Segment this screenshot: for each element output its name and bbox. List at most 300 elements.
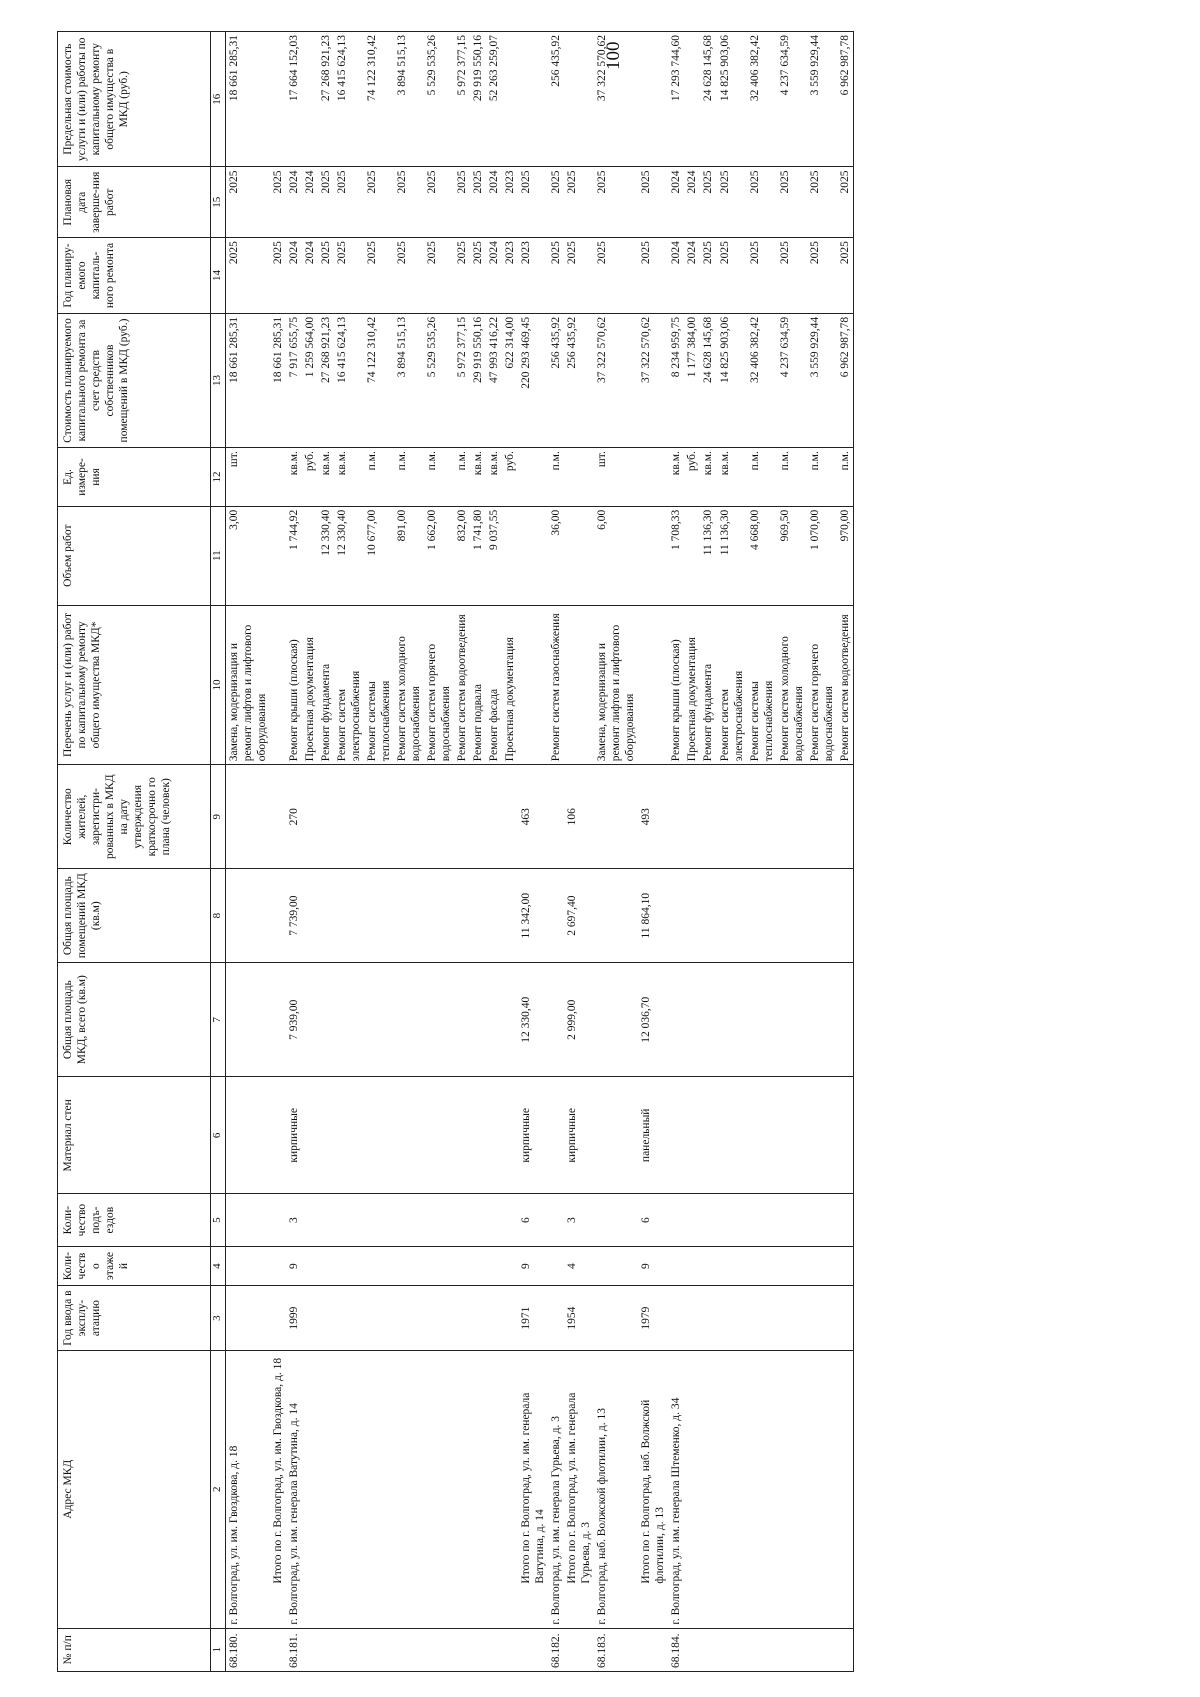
commission-year-cell — [700, 1286, 716, 1351]
wall-material-cell — [548, 1077, 564, 1194]
completion-date-cell: 2023 — [502, 167, 518, 238]
residents-cell — [318, 765, 334, 869]
column-header: Общая площадь помещений МКД (кв.м) — [58, 869, 211, 963]
max-cost-cell: 4 237 634,59 — [777, 32, 807, 167]
table-row — [668, 32, 684, 1672]
column-header: Материал стен — [58, 1077, 211, 1194]
commission-year-cell: 1999 — [286, 1286, 302, 1351]
work-type-cell: Замена, модернизация и ремонт лифтов и лифтового оборудования — [226, 605, 271, 765]
column-header: Коли-чество подъ-ездов — [58, 1194, 211, 1247]
column-number: 15 — [211, 167, 226, 238]
commission-year-cell — [318, 1286, 334, 1351]
work-volume-cell: 12 330,40 — [318, 506, 334, 605]
completion-date-cell: 2025 — [470, 167, 486, 238]
residents-cell — [668, 765, 684, 869]
completion-date-cell: 2025 — [334, 167, 364, 238]
work-volume-cell: 9 037,55 — [486, 506, 502, 605]
work-volume-cell: 6,00 — [594, 506, 638, 605]
entrances-cell — [717, 1194, 747, 1247]
rotated-page — [57, 31, 1155, 1672]
entrances-cell — [807, 1194, 837, 1247]
premises-area-cell — [717, 869, 747, 963]
total-area-cell: 7 939,00 — [286, 963, 302, 1077]
row-number — [394, 1628, 424, 1671]
max-cost-cell: 256 435,92 — [548, 32, 564, 167]
address-cell: г. Волгоград, ул. им. генерала Штеменко, д. 34 — [668, 1350, 684, 1628]
wall-material-cell — [454, 1077, 470, 1194]
planned-year-cell: 2025 — [807, 238, 837, 314]
commission-year-cell — [424, 1286, 454, 1351]
completion-date-cell: 2025 — [777, 167, 807, 238]
total-area-cell — [668, 963, 684, 1077]
table-row — [424, 32, 454, 1672]
work-volume-cell — [638, 506, 668, 605]
column-header: Количество жителей, зарегистри-рованных в МКД на дату утверждения краткосрочно го плана (человек) — [58, 765, 211, 869]
unit-cell — [638, 448, 668, 507]
planned-cost-cell: 220 293 469,45 — [518, 313, 548, 447]
work-type-cell: Ремонт систем водоотведения — [837, 605, 854, 765]
row-number — [717, 1628, 747, 1671]
max-cost-cell: 24 628 145,68 — [700, 32, 716, 167]
address-cell: г. Волгоград, ул. им. генерала Гурьева, д. 3 — [548, 1350, 564, 1628]
commission-year-cell: 1979 — [638, 1286, 668, 1351]
table-row — [364, 32, 394, 1672]
floors-cell — [394, 1246, 424, 1285]
column-number: 1 — [211, 1628, 226, 1671]
floors-cell — [364, 1246, 394, 1285]
max-cost-cell: 29 919 550,16 — [470, 32, 486, 167]
total-area-cell — [684, 963, 700, 1077]
header-row — [58, 32, 211, 1672]
planned-year-cell: 2024 — [486, 238, 502, 314]
address-cell — [684, 1350, 700, 1628]
table-row — [594, 32, 638, 1672]
floors-cell — [470, 1246, 486, 1285]
work-volume-cell: 10 677,00 — [364, 506, 394, 605]
completion-date-cell: 2025 — [548, 167, 564, 238]
floors-cell — [807, 1246, 837, 1285]
table-row — [807, 32, 837, 1672]
work-volume-cell: 3,00 — [226, 506, 271, 605]
max-cost-cell — [502, 32, 518, 167]
row-number — [364, 1628, 394, 1671]
planned-year-cell: 2025 — [564, 238, 594, 314]
work-volume-cell: 4 668,00 — [747, 506, 777, 605]
floors-cell — [270, 1246, 286, 1285]
column-number: 2 — [211, 1350, 226, 1628]
work-type-cell — [638, 605, 668, 765]
work-volume-cell: 832,00 — [454, 506, 470, 605]
premises-area-cell — [318, 869, 334, 963]
planned-year-cell: 2025 — [270, 238, 286, 314]
wall-material-cell — [470, 1077, 486, 1194]
address-cell: г. Волгоград, ул. им. генерала Ватутина, д. 14 — [286, 1350, 302, 1628]
planned-year-cell: 2024 — [302, 238, 318, 314]
table-row — [318, 32, 334, 1672]
entrances-cell — [777, 1194, 807, 1247]
planned-cost-cell: 74 122 310,42 — [364, 313, 394, 447]
planned-cost-cell: 8 234 959,75 — [668, 313, 684, 447]
row-number: 68.181. — [286, 1628, 302, 1671]
work-type-cell: Проектная документация — [502, 605, 518, 765]
total-area-cell — [470, 963, 486, 1077]
address-cell — [777, 1350, 807, 1628]
floors-cell — [318, 1246, 334, 1285]
planned-year-cell: 2024 — [668, 238, 684, 314]
floors-cell — [454, 1246, 470, 1285]
planned-year-cell: 2025 — [548, 238, 564, 314]
planned-year-cell: 2025 — [334, 238, 364, 314]
address-cell — [454, 1350, 470, 1628]
commission-year-cell: 1954 — [564, 1286, 594, 1351]
planned-cost-cell: 18 661 285,31 — [270, 313, 286, 447]
entrances-cell — [486, 1194, 502, 1247]
residents-cell: 270 — [286, 765, 302, 869]
column-header: № п/п — [58, 1628, 211, 1671]
entrances-cell — [594, 1194, 638, 1247]
work-type-cell: Ремонт систем холодного водоснабжения — [394, 605, 424, 765]
address-cell — [486, 1350, 502, 1628]
row-number: 68.180. — [226, 1628, 271, 1671]
max-cost-cell: 5 972 377,15 — [454, 32, 470, 167]
table-row — [747, 32, 777, 1672]
premises-area-cell — [334, 869, 364, 963]
repair-plan-table — [57, 31, 854, 1672]
max-cost-cell: 32 406 382,42 — [747, 32, 777, 167]
total-area-cell — [594, 963, 638, 1077]
unit-cell: кв.м. — [668, 448, 684, 507]
planned-cost-cell: 16 415 624,13 — [334, 313, 364, 447]
table-row — [502, 32, 518, 1672]
work-volume-cell: 36,00 — [548, 506, 564, 605]
planned-year-cell: 2025 — [424, 238, 454, 314]
unit-cell: п.м. — [364, 448, 394, 507]
total-area-cell: 2 999,00 — [564, 963, 594, 1077]
entrances-cell — [747, 1194, 777, 1247]
address-cell: Итого по г. Волгоград, ул. им. генерала Гурьева, д. 3 — [564, 1350, 594, 1628]
unit-cell: п.м. — [807, 448, 837, 507]
commission-year-cell — [302, 1286, 318, 1351]
work-type-cell: Ремонт систем водоотведения — [454, 605, 470, 765]
commission-year-cell — [394, 1286, 424, 1351]
commission-year-cell — [668, 1286, 684, 1351]
address-cell — [364, 1350, 394, 1628]
work-type-cell: Ремонт системы теплоснабжения — [747, 605, 777, 765]
floors-cell: 9 — [638, 1246, 668, 1285]
row-number — [334, 1628, 364, 1671]
unit-cell: п.м. — [424, 448, 454, 507]
column-header: Ед. измере-ния — [58, 448, 211, 507]
planned-year-cell: 2025 — [747, 238, 777, 314]
wall-material-cell — [318, 1077, 334, 1194]
residents-cell — [807, 765, 837, 869]
unit-cell: п.м. — [394, 448, 424, 507]
planned-cost-cell: 5 529 535,26 — [424, 313, 454, 447]
premises-area-cell — [777, 869, 807, 963]
completion-date-cell: 2025 — [638, 167, 668, 238]
column-number: 13 — [211, 313, 226, 447]
wall-material-cell — [302, 1077, 318, 1194]
table-row — [226, 32, 271, 1672]
completion-date-cell: 2024 — [286, 167, 302, 238]
entrances-cell — [502, 1194, 518, 1247]
max-cost-cell: 3 559 929,44 — [807, 32, 837, 167]
entrances-cell: 3 — [286, 1194, 302, 1247]
residents-cell — [837, 765, 854, 869]
column-header: Предельная стоимость услуги и (или) работы по капитальному ремонту общего имущества в МКД (руб.) — [58, 32, 211, 167]
max-cost-cell — [302, 32, 318, 167]
entrances-cell — [470, 1194, 486, 1247]
total-area-cell — [394, 963, 424, 1077]
planned-year-cell: 2025 — [454, 238, 470, 314]
planned-year-cell: 2025 — [226, 238, 271, 314]
unit-cell: руб. — [502, 448, 518, 507]
column-number: 11 — [211, 506, 226, 605]
floors-cell — [302, 1246, 318, 1285]
entrances-cell — [668, 1194, 684, 1247]
work-type-cell: Ремонт подвала — [470, 605, 486, 765]
total-area-cell — [837, 963, 854, 1077]
work-type-cell: Ремонт систем электроснабжения — [334, 605, 364, 765]
floors-cell — [502, 1246, 518, 1285]
row-number — [807, 1628, 837, 1671]
planned-year-cell: 2025 — [700, 238, 716, 314]
residents-cell — [777, 765, 807, 869]
max-cost-cell — [564, 32, 594, 167]
commission-year-cell — [594, 1286, 638, 1351]
completion-date-cell: 2024 — [668, 167, 684, 238]
row-number — [486, 1628, 502, 1671]
premises-area-cell: 11 342,00 — [518, 869, 548, 963]
table-row — [286, 32, 302, 1672]
wall-material-cell — [334, 1077, 364, 1194]
commission-year-cell — [502, 1286, 518, 1351]
residents-cell: 106 — [564, 765, 594, 869]
table-body — [226, 32, 854, 1672]
floors-cell: 9 — [286, 1246, 302, 1285]
row-number — [747, 1628, 777, 1671]
wall-material-cell: кирпичные — [286, 1077, 302, 1194]
table-row — [837, 32, 854, 1672]
commission-year-cell — [454, 1286, 470, 1351]
premises-area-cell — [226, 869, 271, 963]
work-volume-cell — [684, 506, 700, 605]
row-number — [424, 1628, 454, 1671]
row-number — [700, 1628, 716, 1671]
residents-cell — [747, 765, 777, 869]
planned-cost-cell: 47 993 416,22 — [486, 313, 502, 447]
column-header: Перечень услуг и (или) работ по капитальному ремонту общего имущества МКД* — [58, 605, 211, 765]
table-row — [470, 32, 486, 1672]
row-number — [454, 1628, 470, 1671]
planned-year-cell: 2023 — [518, 238, 548, 314]
completion-date-cell: 2025 — [594, 167, 638, 238]
column-number: 10 — [211, 605, 226, 765]
column-number: 16 — [211, 32, 226, 167]
completion-date-cell: 2024 — [302, 167, 318, 238]
wall-material-cell — [700, 1077, 716, 1194]
max-cost-cell: 14 825 903,06 — [717, 32, 747, 167]
address-cell: г. Волгоград, ул. им. Гвоздкова, д. 18 — [226, 1350, 271, 1628]
work-volume-cell: 891,00 — [394, 506, 424, 605]
completion-date-cell: 2025 — [747, 167, 777, 238]
entrances-cell — [334, 1194, 364, 1247]
work-volume-cell: 1 662,00 — [424, 506, 454, 605]
floors-cell — [777, 1246, 807, 1285]
floors-cell — [684, 1246, 700, 1285]
floors-cell — [226, 1246, 271, 1285]
total-area-cell: 12 330,40 — [518, 963, 548, 1077]
work-type-cell: Замена, модернизация и ремонт лифтов и лифтового оборудования — [594, 605, 638, 765]
completion-date-cell: 2025 — [807, 167, 837, 238]
commission-year-cell — [364, 1286, 394, 1351]
entrances-cell: 6 — [518, 1194, 548, 1247]
table-row — [638, 32, 668, 1672]
premises-area-cell — [302, 869, 318, 963]
work-type-cell: Ремонт систем газоснабжения — [548, 605, 564, 765]
residents-cell — [454, 765, 470, 869]
premises-area-cell — [684, 869, 700, 963]
completion-date-cell: 2025 — [518, 167, 548, 238]
wall-material-cell — [226, 1077, 271, 1194]
work-type-cell: Ремонт систем горячего водоснабжения — [807, 605, 837, 765]
residents-cell — [302, 765, 318, 869]
planned-year-cell: 2025 — [318, 238, 334, 314]
column-header: Объем работ — [58, 506, 211, 605]
column-number: 8 — [211, 869, 226, 963]
work-volume-cell: 1 070,00 — [807, 506, 837, 605]
unit-cell: п.м. — [747, 448, 777, 507]
residents-cell: 463 — [518, 765, 548, 869]
wall-material-cell — [486, 1077, 502, 1194]
unit-cell: п.м. — [777, 448, 807, 507]
work-volume-cell: 12 330,40 — [334, 506, 364, 605]
premises-area-cell — [394, 869, 424, 963]
entrances-cell — [454, 1194, 470, 1247]
total-area-cell — [747, 963, 777, 1077]
table-row — [548, 32, 564, 1672]
total-area-cell — [807, 963, 837, 1077]
residents-cell: 493 — [638, 765, 668, 869]
max-cost-cell — [270, 32, 286, 167]
planned-cost-cell: 29 919 550,16 — [470, 313, 486, 447]
address-cell — [747, 1350, 777, 1628]
work-type-cell: Проектная документация — [302, 605, 318, 765]
unit-cell — [270, 448, 286, 507]
unit-cell: кв.м. — [286, 448, 302, 507]
planned-cost-cell: 256 435,92 — [564, 313, 594, 447]
premises-area-cell — [470, 869, 486, 963]
planned-cost-cell: 622 314,00 — [502, 313, 518, 447]
address-cell — [717, 1350, 747, 1628]
planned-cost-cell: 3 894 515,13 — [394, 313, 424, 447]
address-cell: Итого по г. Волгоград, ул. им. генерала Ватутина, д. 14 — [518, 1350, 548, 1628]
unit-cell: кв.м. — [318, 448, 334, 507]
premises-area-cell — [486, 869, 502, 963]
floors-cell — [747, 1246, 777, 1285]
address-cell — [302, 1350, 318, 1628]
premises-area-cell — [270, 869, 286, 963]
commission-year-cell — [717, 1286, 747, 1351]
commission-year-cell — [226, 1286, 271, 1351]
unit-cell: шт. — [594, 448, 638, 507]
wall-material-cell — [394, 1077, 424, 1194]
max-cost-cell: 16 415 624,13 — [334, 32, 364, 167]
address-cell — [470, 1350, 486, 1628]
column-number: 6 — [211, 1077, 226, 1194]
residents-cell — [424, 765, 454, 869]
entrances-cell — [700, 1194, 716, 1247]
max-cost-cell: 5 529 535,26 — [424, 32, 454, 167]
work-volume-cell: 1 741,80 — [470, 506, 486, 605]
address-cell: г. Волгоград, наб. Волжской флотилии, д. 13 — [594, 1350, 638, 1628]
unit-cell: руб. — [684, 448, 700, 507]
column-number: 14 — [211, 238, 226, 314]
column-number: 4 — [211, 1246, 226, 1285]
address-cell — [700, 1350, 716, 1628]
unit-cell: п.м. — [548, 448, 564, 507]
planned-year-cell: 2025 — [364, 238, 394, 314]
work-type-cell: Ремонт крыши (плоская) — [668, 605, 684, 765]
completion-date-cell: 2025 — [226, 167, 271, 238]
premises-area-cell — [424, 869, 454, 963]
work-type-cell: Ремонт фундамента — [700, 605, 716, 765]
unit-cell: п.м. — [454, 448, 470, 507]
residents-cell — [364, 765, 394, 869]
residents-cell — [594, 765, 638, 869]
address-cell: Итого по г. Волгоград, ул. им. Гвоздкова, д. 18 — [270, 1350, 286, 1628]
entrances-cell — [394, 1194, 424, 1247]
work-volume-cell: 969,50 — [777, 506, 807, 605]
completion-date-cell: 2025 — [394, 167, 424, 238]
unit-cell: кв.м. — [334, 448, 364, 507]
residents-cell — [684, 765, 700, 869]
entrances-cell — [318, 1194, 334, 1247]
max-cost-cell: 17 293 744,60 — [668, 32, 684, 167]
total-area-cell — [302, 963, 318, 1077]
residents-cell — [334, 765, 364, 869]
planned-cost-cell: 1 259 564,00 — [302, 313, 318, 447]
max-cost-cell: 18 661 285,31 — [226, 32, 271, 167]
total-area-cell — [226, 963, 271, 1077]
address-cell — [394, 1350, 424, 1628]
max-cost-cell — [684, 32, 700, 167]
row-number: 68.182. — [548, 1628, 564, 1671]
work-type-cell: Ремонт фундамента — [318, 605, 334, 765]
total-area-cell — [424, 963, 454, 1077]
work-type-cell: Ремонт системы теплоснабжения — [364, 605, 394, 765]
entrances-cell — [270, 1194, 286, 1247]
floors-cell — [717, 1246, 747, 1285]
planned-year-cell: 2025 — [394, 238, 424, 314]
total-area-cell — [548, 963, 564, 1077]
table-row — [270, 32, 286, 1672]
completion-date-cell: 2025 — [564, 167, 594, 238]
address-cell — [334, 1350, 364, 1628]
planned-cost-cell: 4 237 634,59 — [777, 313, 807, 447]
floors-cell — [837, 1246, 854, 1285]
total-area-cell — [270, 963, 286, 1077]
premises-area-cell — [668, 869, 684, 963]
column-header: Стоимость планируемого капитального ремонта за счет средств собственников помещений в МКД (руб.) — [58, 313, 211, 447]
table-row — [486, 32, 502, 1672]
column-number: 9 — [211, 765, 226, 869]
residents-cell — [717, 765, 747, 869]
commission-year-cell — [270, 1286, 286, 1351]
residents-cell — [270, 765, 286, 869]
completion-date-cell: 2025 — [454, 167, 470, 238]
wall-material-cell — [594, 1077, 638, 1194]
